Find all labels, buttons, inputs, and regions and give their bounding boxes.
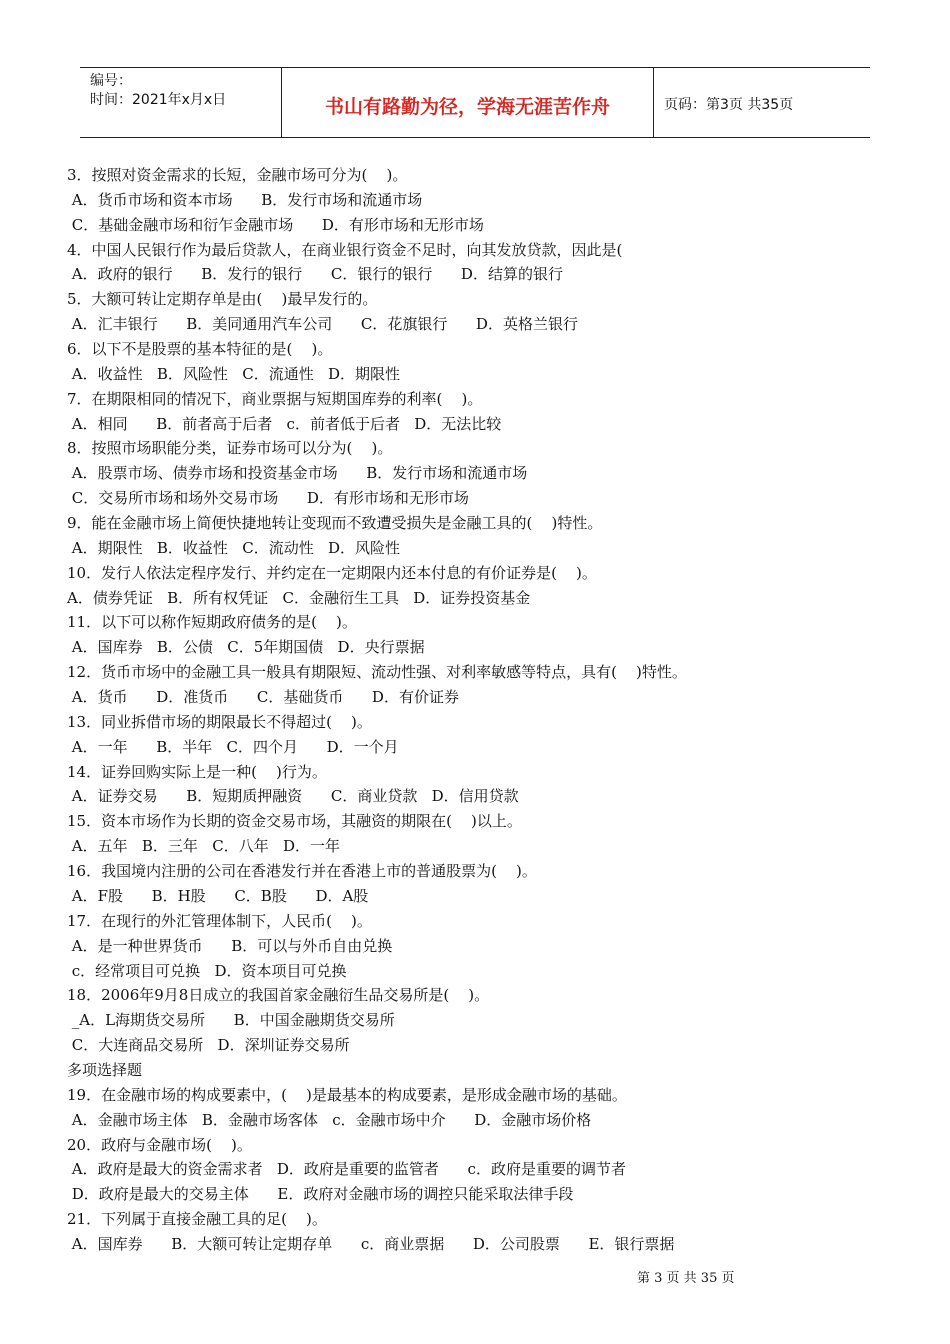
- text-line: 21．下列属于直接金融工具的足( )。: [67, 1210, 327, 1229]
- text-line: 11．以下可以称作短期政府债务的是( )。: [67, 613, 357, 632]
- text-line: C．交易所市场和场外交易市场 D．有形市场和无形市场: [67, 489, 469, 508]
- text-line: C．基础金融市场和衍乍金融市场 D．有形市场和无形市场: [67, 215, 484, 234]
- text-line: D．政府是最大的交易主体 E．政府对金融市场的调控只能采取法律手段: [67, 1185, 574, 1204]
- text-line: A．五年 B．三年 C．八年 D．一年: [67, 837, 341, 856]
- text-line: A．股票市场、债券市场和投资基金市场 B．发行市场和流通市场: [67, 464, 528, 483]
- text-line: 5．大额可转让定期存单是由( )最早发行的。: [67, 290, 378, 309]
- text-line: A．收益性 B．风险性 C．流通性 D．期限性: [67, 364, 401, 383]
- text-line: 15．资本市场作为长期的资金交易市场，其融资的期限在( )以上。: [67, 812, 522, 831]
- text-line: A．货币市场和资本市场 B．发行市场和流通市场: [67, 190, 423, 209]
- serial-label: 编号：: [90, 73, 132, 89]
- text-line: 多项选择题: [67, 1060, 143, 1079]
- text-line: A．F股 B．H股 C．B股 D．A股: [67, 886, 369, 905]
- text-line: A．汇丰银行 B．美同通用汽车公司 C．花旗银行 D．英格兰银行: [67, 315, 578, 334]
- text-line: A．货币 D．准货币 C．基础货币 D．有价证券: [67, 688, 459, 707]
- text-line: 18．2006年9月8日成立的我国首家金融衍生品交易所是( )。: [67, 986, 490, 1005]
- text-line: A．期限性 B．收益性 C．流动性 D．风险性: [67, 538, 401, 557]
- text-line: 8．按照市场职能分类，证券市场可以分为( )。: [67, 439, 393, 458]
- text-line: 17．在现行的外汇管理体制下，人民币( )。: [67, 911, 372, 930]
- text-line: A．是一种世界货币 B．可以与外币自由兑换: [67, 936, 393, 955]
- text-line: 12．货币市场中的金融工具一般具有期限短、流动性强、对利率敏感等特点，具有( )特性。: [67, 663, 687, 682]
- text-line: A．政府的银行 B．发行的银行 C．银行的银行 D．结算的银行: [67, 265, 563, 284]
- text-line: 3．按照对资金需求的长短，金融市场可分为( )。: [67, 166, 408, 184]
- text-line: 14．证券回购实际上是一种( )行为。: [67, 762, 327, 781]
- time-label: 时间：2021年x月x日: [90, 92, 227, 108]
- text-line: _A．L海期货交易所 B．中国金融期货交易所: [67, 1011, 395, 1030]
- text-line: 6．以下不是股票的基本特征的是( )。: [67, 340, 333, 359]
- question-list: [67, 163, 877, 1257]
- text-line: A．证券交易 B．短期质押融资 C．商业贷款 D．信用贷款: [67, 787, 519, 806]
- text-line: 4．中国人民银行作为最后贷款人，在商业银行资金不足时，向其发放贷款，因此是(: [67, 240, 623, 259]
- text-line: A．金融市场主体 B．金融市场客体 c．金融市场中介 D．金融市场价格: [67, 1110, 592, 1129]
- text-line: 16．我国境内注册的公司在香港发行并在香港上市的普通股票为( )。: [67, 862, 537, 881]
- text-line: C．大连商品交易所 D．深圳证券交易所: [67, 1036, 350, 1055]
- header-motto: 书山有路勤为径，学海无涯苦作舟: [282, 68, 654, 137]
- page-footer: 第 3 页 共 35 页: [637, 1271, 735, 1286]
- text-line: A．国库券 B．公债 C．5年期国债 D．央行票据: [67, 638, 425, 657]
- text-line: 19．在金融市场的构成要素中，( )是最基本的构成要素，是形成金融市场的基础。: [67, 1085, 627, 1104]
- text-line: c．经常项目可兑换 D．资本项目可兑换: [67, 961, 347, 980]
- text-line: A．政府是最大的资金需求者 D．政府是重要的监管者 c．政府是重要的调节者: [67, 1160, 626, 1179]
- text-line: 9．能在金融市场上简便快捷地转让变现而不致遭受损失是金融工具的( )特性。: [67, 514, 603, 533]
- page-header: [80, 67, 870, 138]
- text-line: 20．政府与金融市场( )。: [67, 1135, 252, 1154]
- header-page-number: 页码：第3页 共35页: [664, 96, 794, 113]
- text-line: 13．同业拆借市场的期限最长不得超过( )。: [67, 712, 372, 731]
- header-meta: [80, 68, 282, 137]
- text-line: A．国库券 B．大额可转让定期存单 c．商业票据 D．公司股票 E．银行票据: [67, 1234, 675, 1253]
- text-line: 7．在期限相同的情况下，商业票据与短期国库券的利率( )。: [67, 389, 483, 408]
- text-line: A．债券凭证 B．所有权凭证 C．金融衍生工具 D．证券投资基金: [67, 588, 531, 607]
- text-line: A．一年 B．半年 C．四个月 D．一个月: [67, 737, 399, 756]
- text-line: 10．发行人依法定程序发行、并约定在一定期限内还本付息的有价证券是( )。: [67, 563, 597, 582]
- text-line: A．相同 B．前者高于后者 c．前者低于后者 D．无法比较: [67, 414, 502, 433]
